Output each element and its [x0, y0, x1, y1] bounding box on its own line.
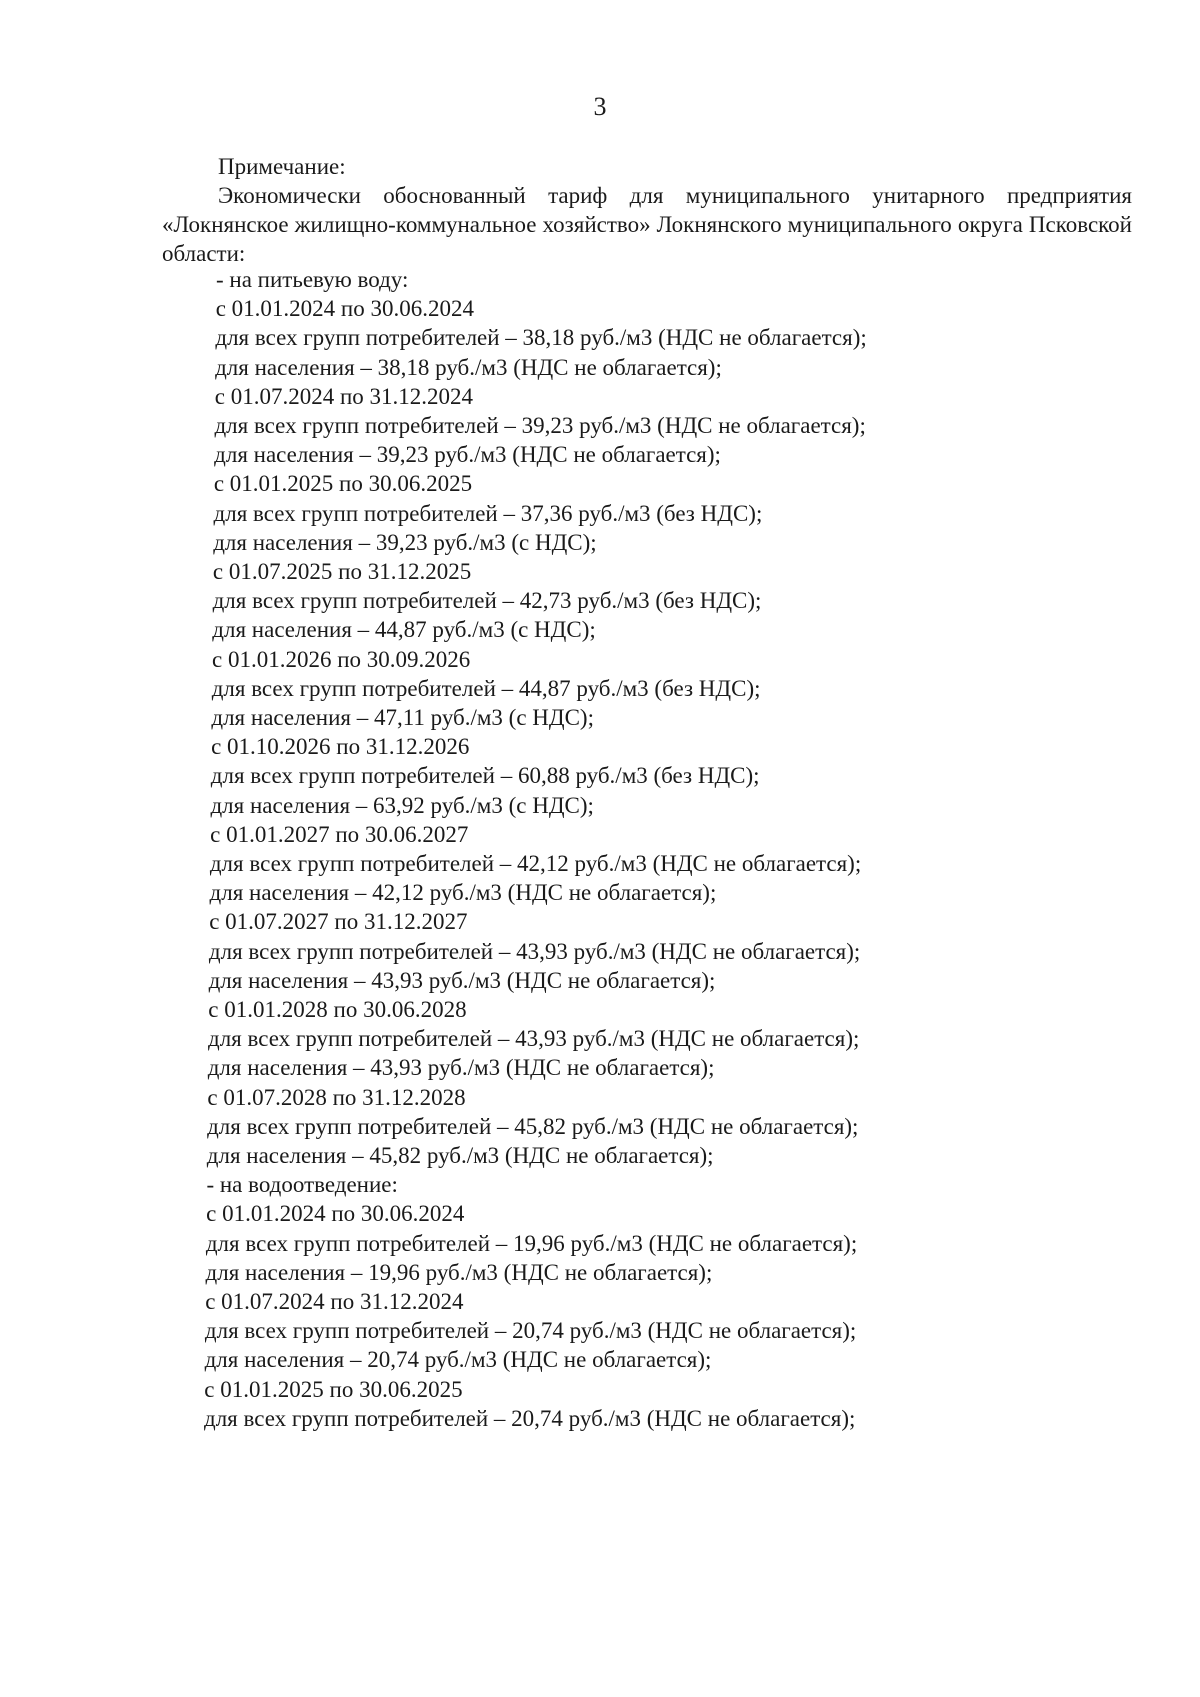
tariff-line: для населения – 38,18 руб./м3 (НДС не облагается);: [215, 354, 722, 380]
tariff-line: с 01.07.2027 по 31.12.2027: [209, 909, 468, 935]
tariff-line: для населения – 19,96 руб./м3 (НДС не облагается);: [205, 1259, 713, 1285]
tariff-line: с 01.01.2026 по 30.09.2026: [212, 646, 471, 672]
tariff-line: для населения – 43,93 руб./м3 (НДС не облагается);: [207, 1055, 715, 1081]
tariff-line: для всех групп потребителей – 39,23 руб./м3 (НДС не облагается);: [214, 413, 866, 438]
page-number: 3: [593, 92, 607, 121]
tariff-line: с 01.07.2028 по 31.12.2028: [207, 1084, 466, 1110]
tariff-line: для всех групп потребителей – 42,12 руб./м3 (НДС не облагается);: [209, 851, 862, 876]
tariff-line: для всех групп потребителей – 44,87 руб./м3 (без НДС);: [211, 675, 761, 701]
tariff-line: для населения – 45,82 руб./м3 (НДС не облагается);: [206, 1143, 714, 1168]
tariff-line: для населения – 44,87 руб./м3 (с НДС);: [212, 617, 596, 643]
note-block: [162, 152, 1132, 268]
tariff-line: с 01.01.2028 по 30.06.2028: [208, 997, 467, 1022]
tariff-line: для всех групп потребителей – 20,74 руб./м3 (НДС не облагается);: [204, 1405, 856, 1431]
tariff-line: для всех групп потребителей – 43,93 руб./м3 (НДС не облагается);: [208, 1026, 860, 1052]
tariff-line: для населения – 42,12 руб./м3 (НДС не облагается);: [209, 880, 717, 906]
tariff-line: для всех групп потребителей – 43,93 руб./м3 (НДС не облагается);: [208, 938, 861, 964]
tariff-line: для всех групп потребителей – 45,82 руб./м3 (НДС не облагается);: [207, 1113, 859, 1139]
tariff-line: для населения – 39,23 руб./м3 (НДС не облагается);: [214, 442, 721, 468]
tariff-line: для всех групп потребителей – 38,18 руб./м3 (НДС не облагается);: [215, 325, 867, 351]
tariff-line: для населения – 20,74 руб./м3 (НДС не облагается);: [204, 1347, 712, 1373]
tariff-line: с 01.01.2024 по 30.06.2024: [215, 296, 474, 322]
tariff-line: - на питьевую воду:: [216, 267, 409, 292]
tariff-line: для всех групп потребителей – 19,96 руб./м3 (НДС не облагается);: [205, 1230, 858, 1256]
tariff-line: - на водоотведение:: [206, 1172, 398, 1198]
tariff-line: для всех групп потребителей – 42,73 руб./м3 (без НДС);: [212, 588, 762, 614]
tariff-line: для населения – 63,92 руб./м3 (с НДС);: [210, 792, 594, 818]
tariff-line: с 01.07.2025 по 31.12.2025: [212, 559, 472, 584]
tariff-line: с 01.01.2025 по 30.06.2025: [204, 1376, 463, 1402]
tariff-line: с 01.10.2026 по 31.12.2026: [211, 734, 470, 760]
tariff-line: для населения – 39,23 руб./м3 (с НДС);: [213, 529, 597, 555]
note-heading: Примечание:: [218, 154, 346, 179]
tariff-line: с 01.01.2024 по 30.06.2024: [206, 1201, 465, 1227]
tariff-line: с 01.07.2024 по 31.12.2024: [214, 383, 474, 409]
tariff-line: для всех групп потребителей – 20,74 руб./м3 (НДС не облагается);: [204, 1318, 857, 1344]
tariff-line: с 01.01.2025 по 30.06.2025: [213, 471, 473, 497]
tariff-line: с 01.07.2024 по 31.12.2024: [205, 1289, 464, 1314]
tariff-line: для всех групп потребителей – 37,36 руб./м3 (без НДС);: [213, 500, 763, 526]
note-intro: Экономически обоснованный тариф для муниципального унитарного предприятия «Локнянское жилищно-коммунальное хозяйство» Локнянского муниципального округа Псковской области:: [162, 183, 1132, 266]
tariff-line: для населения – 47,11 руб./м3 (с НДС);: [211, 705, 594, 730]
tariff-line: для населения – 43,93 руб./м3 (НДС не облагается);: [208, 967, 716, 993]
tariff-line: с 01.01.2027 по 30.06.2027: [210, 821, 469, 847]
tariff-line: для всех групп потребителей – 60,88 руб./м3 (без НДС);: [210, 763, 760, 789]
